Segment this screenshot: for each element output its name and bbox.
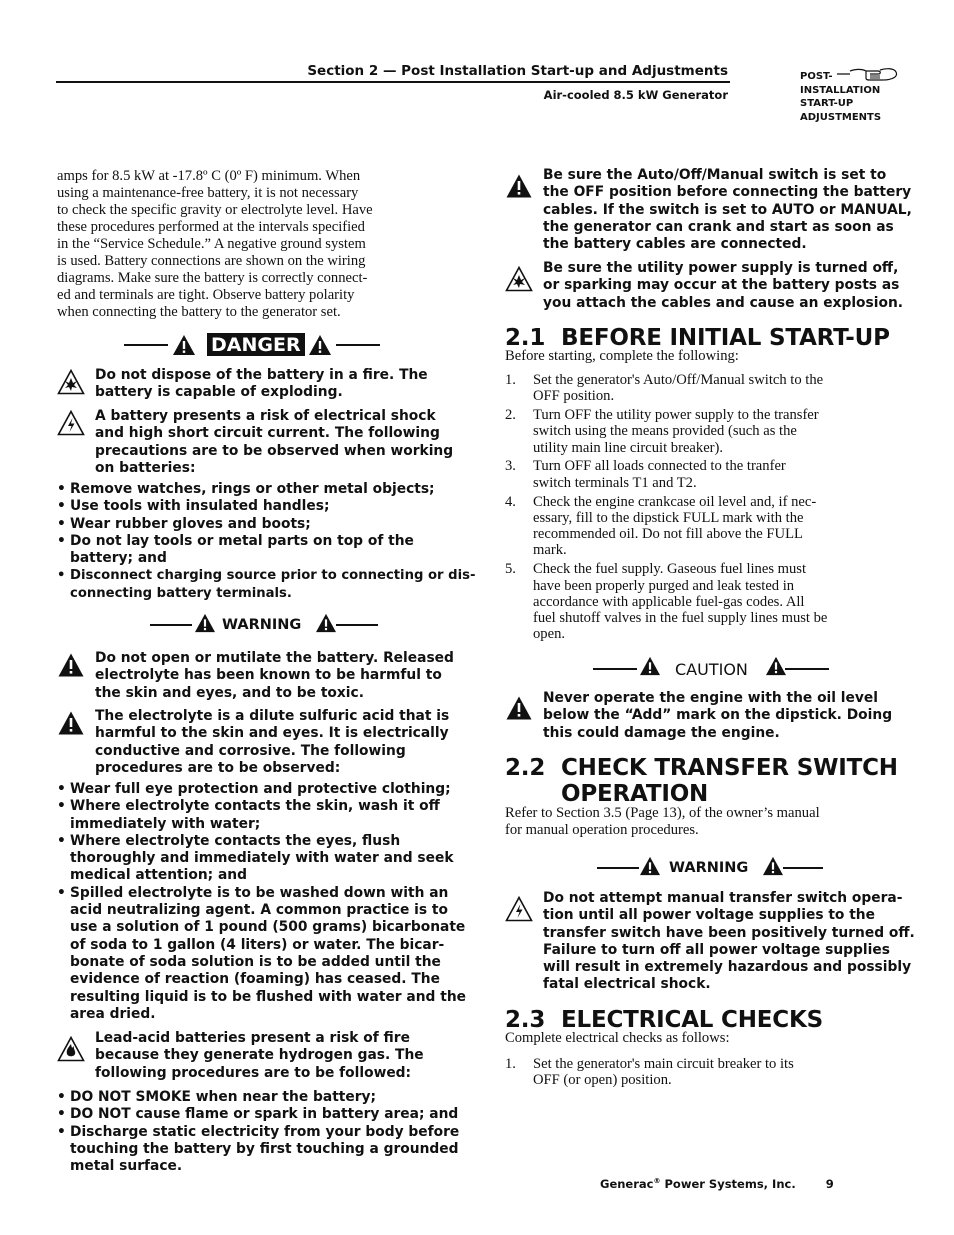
footer-company: Generac bbox=[600, 1177, 654, 1191]
section-2-3-intro: Complete electrical checks as follows: bbox=[505, 1030, 730, 1046]
list-item: • DO NOT SMOKE when near the battery; bbox=[57, 1089, 452, 1106]
list-item: • Wear rubber gloves and boots; bbox=[57, 516, 452, 533]
list-item: • Disconnect charging source prior to connecting or dis- connecting battery terminals. bbox=[57, 567, 452, 602]
danger-precautions-list bbox=[57, 481, 476, 602]
header-rule bbox=[56, 81, 730, 83]
warning-triangle-icon bbox=[172, 334, 196, 356]
warning-triangle-icon bbox=[762, 856, 784, 876]
section-2-2-text: Refer to Section 3.5 (Page 13), of the owner’s manual for manual operation procedures. bbox=[505, 805, 820, 838]
warning-triangle-icon bbox=[639, 856, 661, 876]
fire-procedures-list bbox=[57, 1089, 460, 1175]
warning-signal-header bbox=[597, 854, 827, 884]
footer-company-rest: Power Systems, Inc. bbox=[660, 1177, 796, 1191]
list-item: 1. Set the generator's main circuit breaker to its OFF (or open) position. bbox=[505, 1056, 794, 1089]
list-item: 4. Check the engine crankcase oil level and, if nec- essary, fill to the dipstick FULL mark with the recommended oil. Do not fill above the FULL mark. bbox=[505, 493, 817, 559]
section-2-1-intro: Before starting, complete the following: bbox=[505, 348, 739, 364]
list-item: 3. Turn OFF all loads connected to the tranfer switch terminals T1 and T2. bbox=[505, 458, 786, 491]
section-2-1-heading: 2.1 BEFORE INITIAL START-UP bbox=[505, 325, 890, 351]
explosion-hazard-icon bbox=[505, 266, 533, 292]
warning-triangle-icon bbox=[505, 695, 533, 721]
registered-mark: ® bbox=[653, 1177, 661, 1186]
section-2-3-heading: 2.3 ELECTRICAL CHECKS bbox=[505, 1007, 823, 1033]
tab-line: ADJUSTMENTS bbox=[800, 111, 882, 123]
page-footer bbox=[600, 1177, 834, 1191]
warning-triangle-icon bbox=[505, 173, 533, 199]
page-number: 9 bbox=[825, 1177, 834, 1191]
explosion-hazard-icon bbox=[57, 369, 85, 395]
warning-triangle-icon bbox=[57, 710, 85, 736]
list-item: • Spilled electrolyte is to be washed down with an acid neutralizing agent. A common practice is to use a solution of 1 pound (500 grams) bicarbonate of soda to 1 gallon (4 liters) or water. The bicar- bonate of soda solution is to be added until the evidence of reaction (foaming) has ceased. The resulting liquid is to be flushed with water and the area dried. bbox=[57, 885, 452, 1023]
warning-triangle-icon bbox=[315, 613, 337, 633]
danger-label: DANGER bbox=[207, 333, 305, 356]
fire-hazard-icon bbox=[57, 1036, 85, 1062]
tab-line: START-UP bbox=[800, 98, 854, 109]
warning-label: WARNING bbox=[222, 617, 302, 633]
tab-line: INSTALLATION bbox=[800, 84, 881, 96]
warning-triangle-icon bbox=[57, 652, 85, 678]
header-subtitle: Air-cooled 8.5 kW Generator bbox=[543, 88, 728, 102]
section-header-title: Section 2 — Post Installation Start-up and Adjustments bbox=[307, 63, 728, 79]
list-item: • Where electrolyte contacts the eyes, flush thoroughly and immediately with water and seek medical attention; and bbox=[57, 833, 452, 885]
intro-paragraph: amps for 8.5 kW at -17.8º C (0º F) minimum. When using a maintenance-free battery, it is not necessary to check the specific gravity or electrolyte level. Have these procedures performed at the intervals specified in the “Service Schedule.” A negative ground system is used. Battery connections are shown on the wiring diagrams. Make sure the battery is correctly connect- ed and terminals are tight. Observe battery polarity when connecting the battery to the generator set. bbox=[57, 168, 373, 320]
list-item: • Use tools with insulated handles; bbox=[57, 498, 452, 515]
section-2-2-heading: 2.2 CHECK TRANSFER SWITCH OPERATION bbox=[505, 755, 898, 807]
warning-signal-header bbox=[150, 611, 380, 641]
list-item: • Do not lay tools or metal parts on top of the battery; and bbox=[57, 533, 452, 568]
caution-signal-header bbox=[593, 655, 833, 685]
warning-triangle-icon bbox=[194, 613, 216, 633]
electric-shock-icon bbox=[505, 896, 533, 922]
list-item: • Discharge static electricity from your body before touching the battery by first touching a grounded metal surface. bbox=[57, 1124, 452, 1176]
danger-signal-header bbox=[124, 331, 384, 361]
list-item: 1. Set the generator's Auto/Off/Manual switch to the OFF position. bbox=[505, 372, 824, 405]
list-item: 5. Check the fuel supply. Gaseous fuel lines must have been properly purged and leak tested in accordance with applicable fuel-gas codes. All fuel shutoff valves in the fuel supply lines must be open. bbox=[505, 561, 828, 643]
caution-label: CAUTION bbox=[675, 660, 748, 679]
pointing-hand-icon bbox=[836, 66, 900, 82]
list-item: • DO NOT cause flame or spark in battery area; and bbox=[57, 1106, 452, 1123]
warning-label: WARNING bbox=[669, 860, 749, 876]
start-up-steps-list bbox=[505, 372, 897, 645]
list-item: 2. Turn OFF the utility power supply to the transfer switch using the means provided (such as the utility main line circuit breaker). bbox=[505, 407, 819, 456]
tab-line: POST- bbox=[800, 71, 833, 82]
electrical-checks-list bbox=[505, 1056, 897, 1091]
list-item: • Where electrolyte contacts the skin, wash it off immediately with water; bbox=[57, 798, 452, 833]
warning-triangle-icon bbox=[765, 656, 787, 676]
list-item: • Remove watches, rings or other metal objects; bbox=[57, 481, 452, 498]
warning-triangle-icon bbox=[308, 334, 332, 356]
warning-triangle-icon bbox=[639, 656, 661, 676]
list-item: • Wear full eye protection and protective clothing; bbox=[57, 781, 452, 798]
electrolyte-procedures-list bbox=[57, 781, 466, 1023]
electric-shock-icon bbox=[57, 410, 85, 436]
